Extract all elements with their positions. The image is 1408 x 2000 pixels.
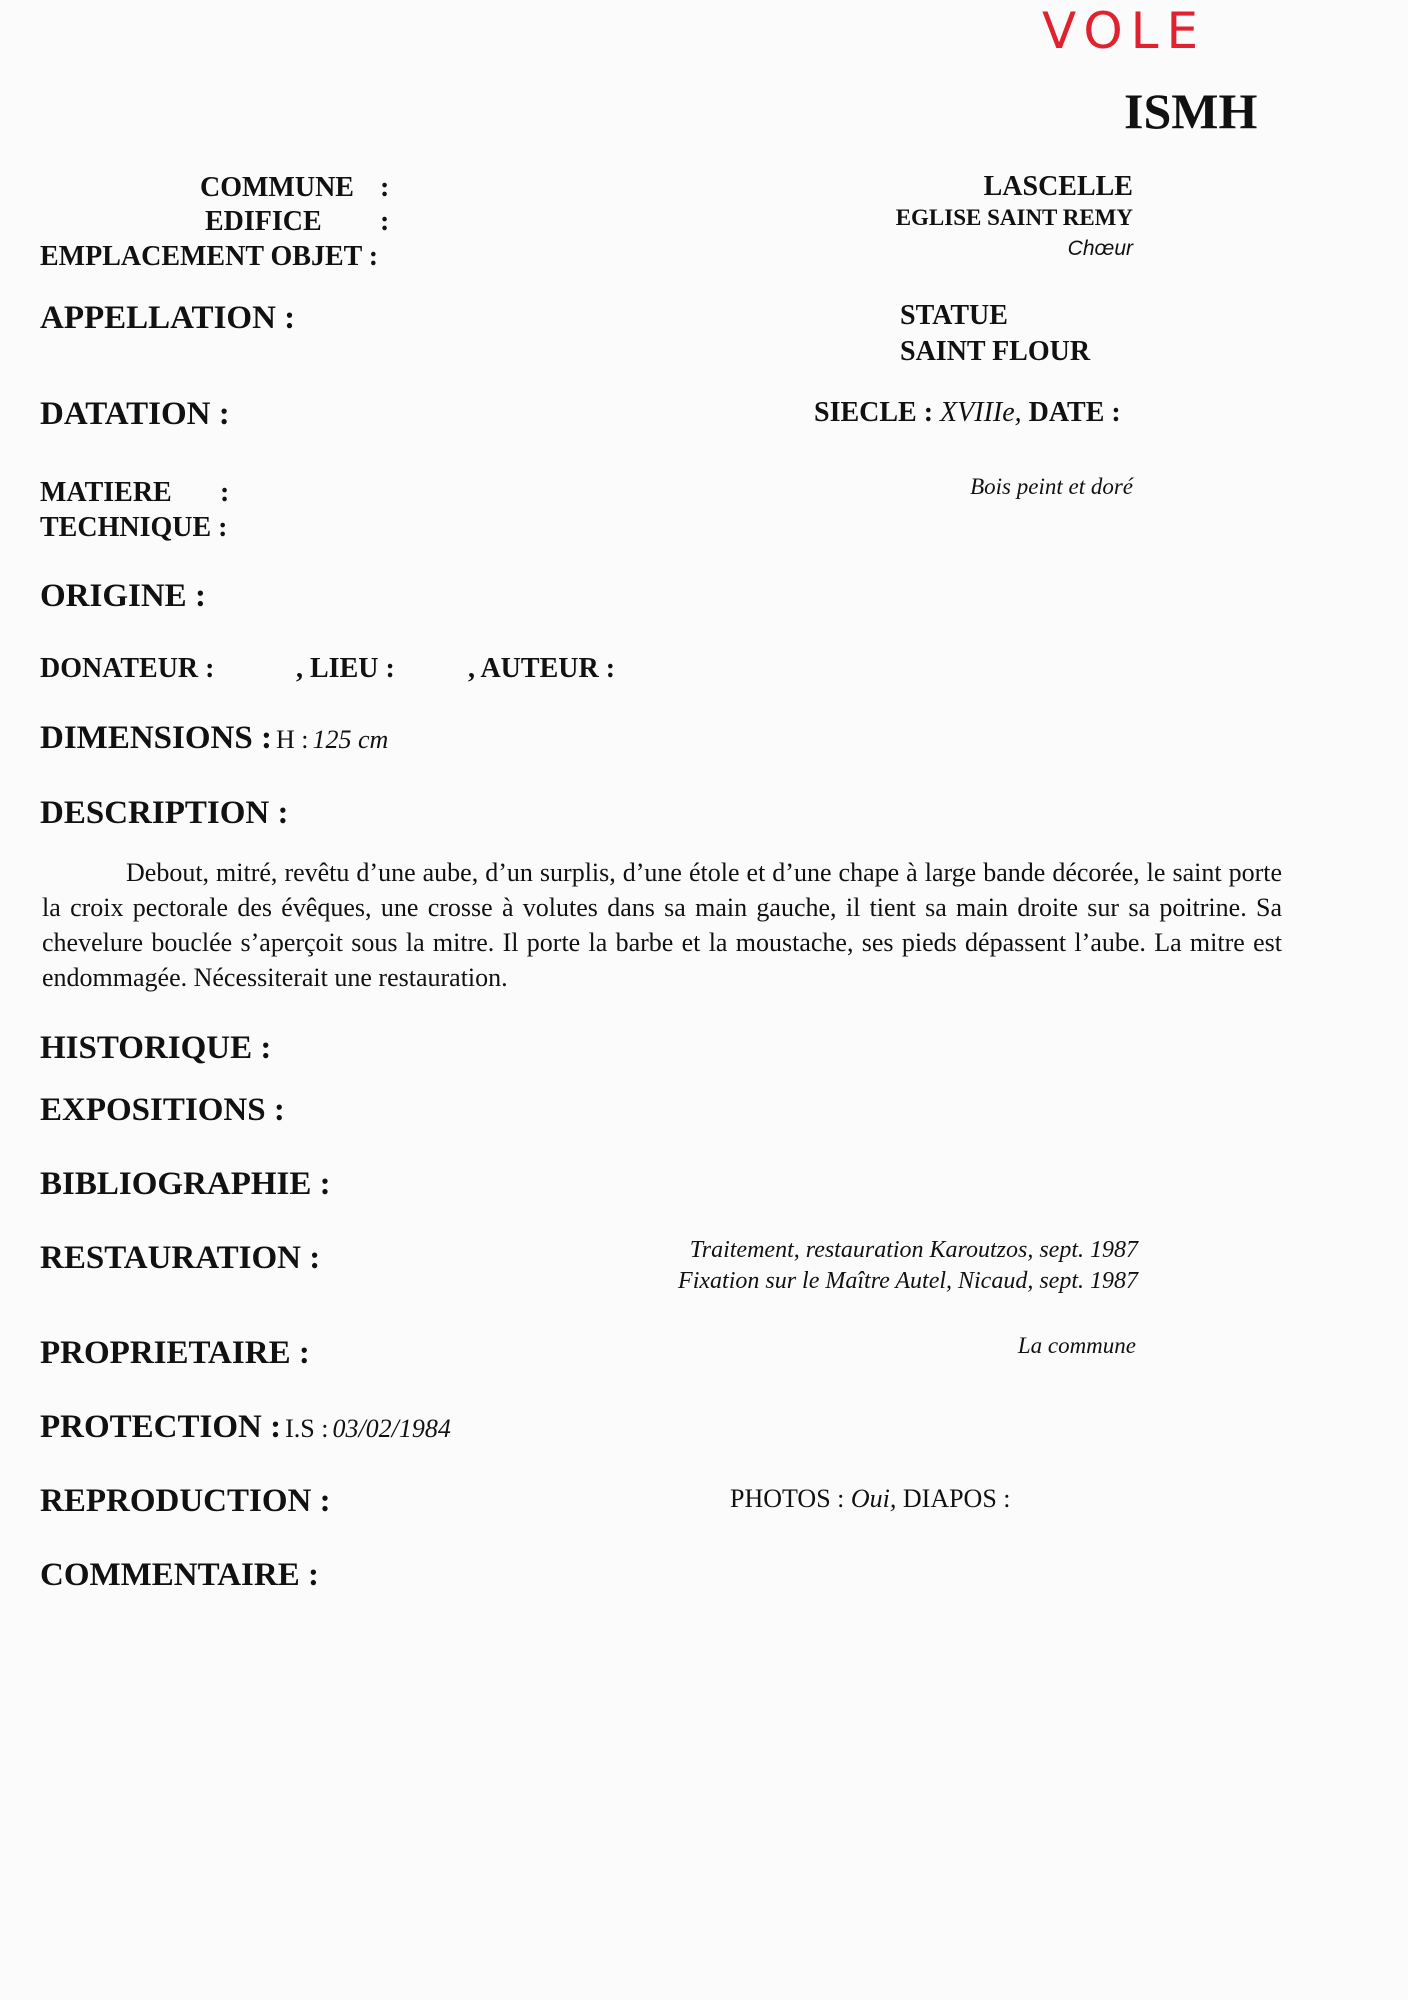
restauration-label: RESTAURATION :	[40, 1240, 321, 1276]
origine-label: ORIGINE :	[40, 578, 206, 614]
date-label: DATE :	[1028, 397, 1121, 428]
protection-line	[40, 1409, 451, 1446]
handwritten-stamp: VOLE	[1042, 2, 1207, 60]
dimensions-value: 125 cm	[312, 725, 389, 754]
commune-label: COMMUNE	[200, 172, 354, 203]
edifice-label: EDIFICE	[205, 206, 322, 237]
siecle-value: XVIIIe,	[940, 397, 1022, 428]
description-text: Debout, mitré, revêtu d’une aube, d’un surplis, d’une étole et d’une chape à large bande décorée, le saint porte la croix pectorale des évêques, une crosse à volutes dans sa main gauche, il tient sa main droite sur sa poitrine. Sa chevelure bouclée s’aperçoit sous la mitre. Il porte la barbe et la moustache, ses pieds dépassent l’aube. La mitre est endommagée. Nécessiterait une restauration.	[42, 858, 1282, 992]
datation-label: DATATION :	[40, 396, 230, 432]
photos-label: PHOTOS :	[730, 1484, 845, 1513]
dimensions-label: DIMENSIONS :	[40, 720, 272, 756]
protection-label: PROTECTION :	[40, 1409, 282, 1445]
bibliographie-label: BIBLIOGRAPHIE :	[40, 1166, 331, 1202]
siecle-line	[814, 397, 1121, 429]
edifice-colon: :	[380, 206, 390, 237]
proprietaire-value: La commune	[1017, 1333, 1136, 1358]
commune-value: LASCELLE	[983, 171, 1133, 202]
diapos-label: DIAPOS :	[902, 1484, 1011, 1513]
protection-value: 03/02/1984	[332, 1414, 451, 1443]
dimensions-h: H :	[275, 725, 309, 754]
protection-is: I.S :	[285, 1414, 329, 1443]
siecle-label: SIECLE :	[814, 397, 934, 428]
dimensions-line	[40, 720, 388, 757]
expositions-label: EXPOSITIONS :	[40, 1092, 285, 1128]
restauration-line1: Traitement, restauration Karoutzos, sept. 1987	[689, 1237, 1138, 1263]
restauration-line2: Fixation sur le Maître Autel, Nicaud, sept. 1987	[678, 1268, 1138, 1294]
historique-label: HISTORIQUE :	[40, 1030, 272, 1066]
technique-label: TECHNIQUE :	[40, 512, 228, 543]
edifice-value: EGLISE SAINT REMY	[895, 205, 1133, 230]
document-heading: ISMH	[1124, 83, 1258, 139]
emplacement-value: Chœur	[1067, 237, 1133, 260]
commentaire-label: COMMENTAIRE :	[40, 1557, 319, 1593]
matiere-colon: :	[220, 477, 230, 508]
donateur-label: DONATEUR :	[40, 653, 215, 684]
appellation-line2: SAINT FLOUR	[900, 336, 1091, 367]
photos-value: Oui,	[850, 1484, 897, 1513]
matiere-label: MATIERE	[40, 477, 172, 508]
proprietaire-label: PROPRIETAIRE :	[40, 1335, 310, 1371]
description-label: DESCRIPTION :	[40, 795, 289, 831]
commune-colon: :	[380, 172, 390, 203]
emplacement-label: EMPLACEMENT OBJET :	[40, 241, 379, 272]
reproduction-label: REPRODUCTION :	[40, 1483, 331, 1519]
appellation-line1: STATUE	[900, 300, 1008, 331]
appellation-label: APPELLATION :	[40, 300, 296, 336]
photos-line	[730, 1484, 1011, 1514]
auteur-label: , AUTEUR :	[468, 653, 616, 684]
matiere-value: Bois peint et doré	[970, 474, 1133, 499]
lieu-label: , LIEU :	[296, 653, 395, 684]
description-paragraph	[42, 855, 1282, 995]
